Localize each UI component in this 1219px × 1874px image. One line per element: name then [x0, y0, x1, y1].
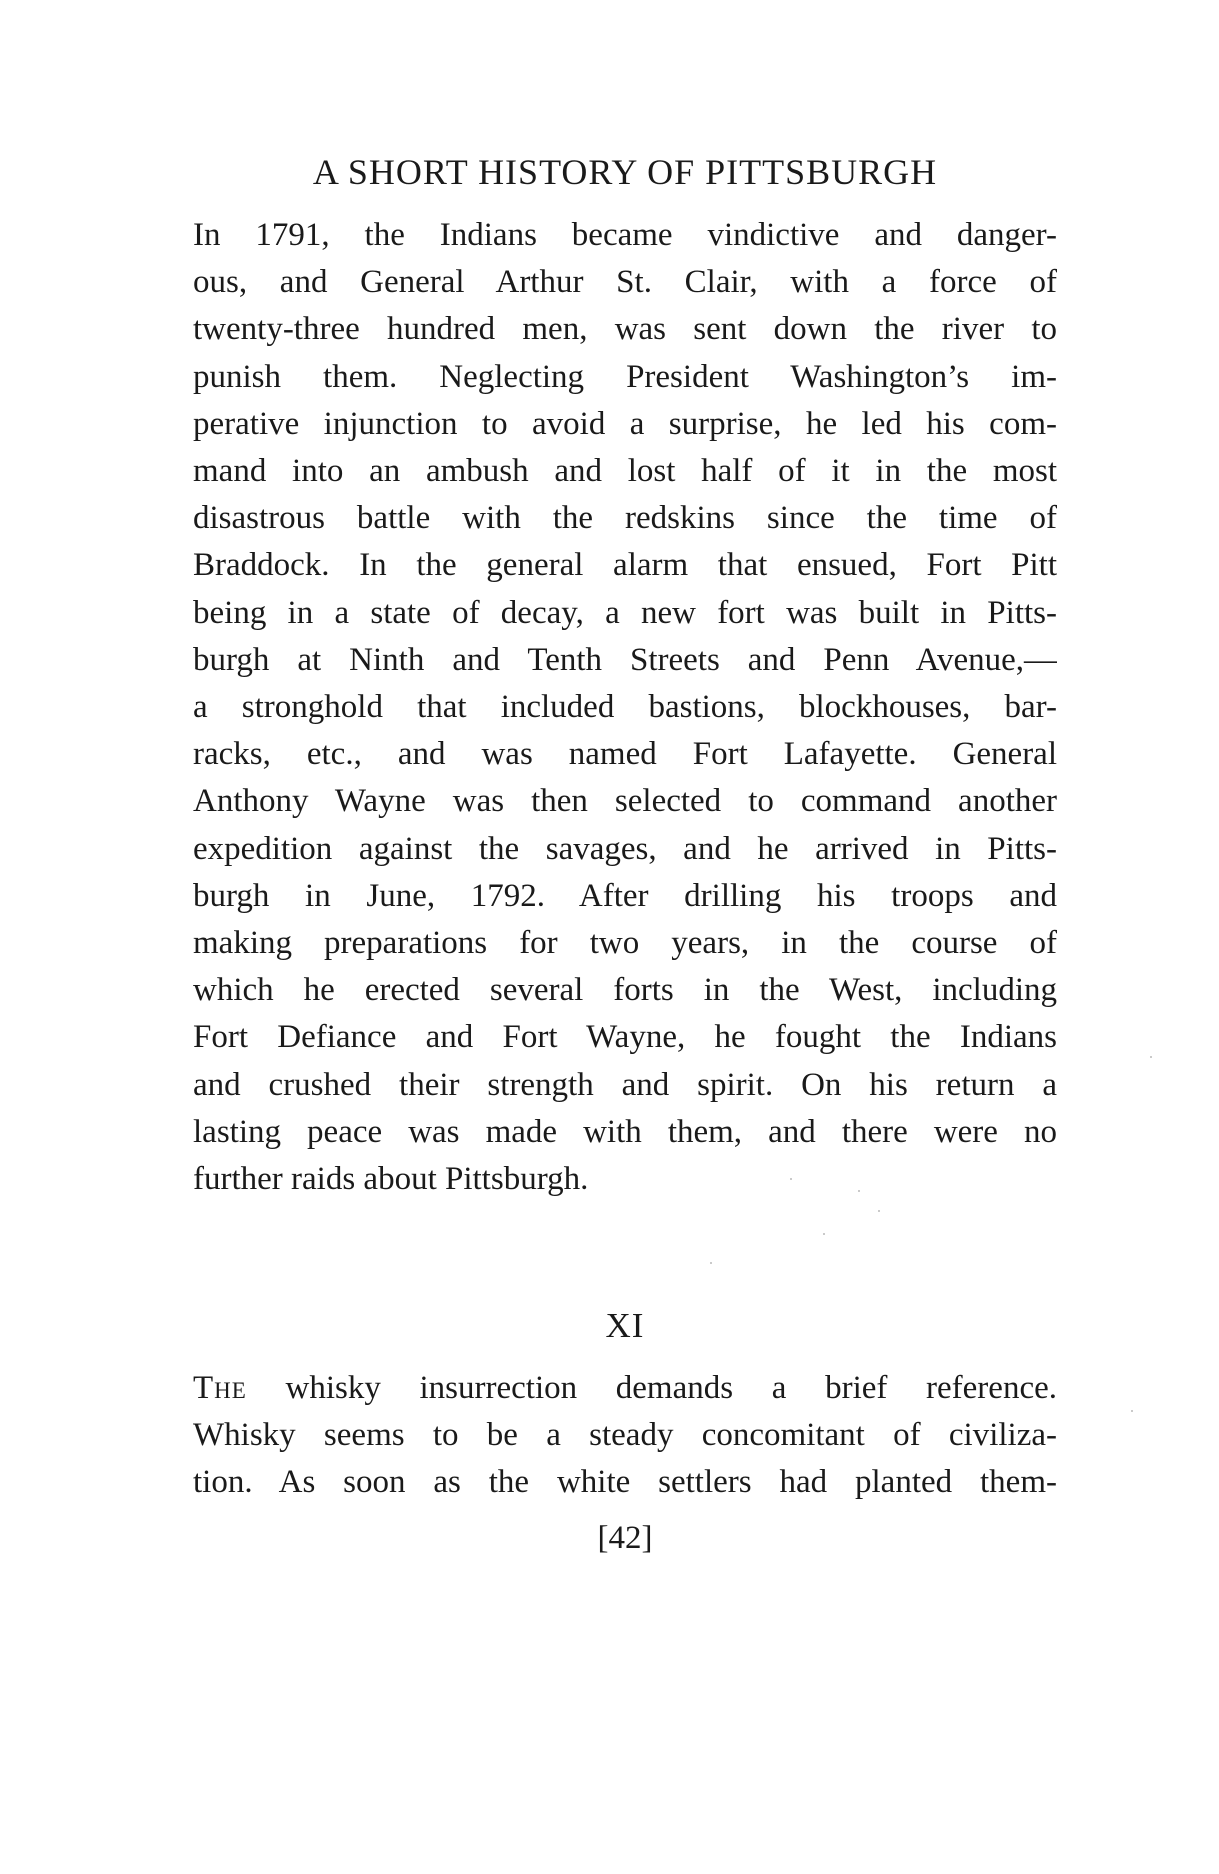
paragraph-2-lead-word: The	[193, 1370, 247, 1406]
paragraph-1-line: making preparations for two years, in the course of	[193, 925, 1057, 962]
paragraph-1-line: punish them. Neglecting President Washington’s im-	[193, 358, 1057, 395]
running-head: A SHORT HISTORY OF PITTSBURGH	[312, 152, 938, 192]
paragraph-1	[193, 212, 1057, 1203]
paper-speck	[878, 1210, 880, 1212]
paper-speck	[858, 1190, 860, 1192]
paragraph-1-line: lasting peace was made with them, and there were no	[193, 1113, 1057, 1150]
paragraph-1-line: Anthony Wayne was then selected to command another	[193, 783, 1057, 820]
paper-speck	[790, 1178, 792, 1180]
paragraph-1-line: burgh in June, 1792. After drilling his troops and	[193, 877, 1057, 914]
paper-speck	[823, 1233, 825, 1235]
paragraph-1-line: Fort Defiance and Fort Wayne, he fought the Indians	[193, 1019, 1057, 1056]
paragraph-2-line: tion. As soon as the white settlers had planted them-	[193, 1464, 1057, 1501]
paragraph-1-line: racks, etc., and was named Fort Lafayette. General	[193, 736, 1057, 773]
paragraph-1-line: expedition against the savages, and he arrived in Pitts-	[193, 830, 1057, 867]
paragraph-1-line: and crushed their strength and spirit. On his return a	[193, 1066, 1057, 1103]
paragraph-1-line: In 1791, the Indians became vindictive and danger-	[193, 217, 1057, 253]
paragraph-1-line: a stronghold that included bastions, blockhouses, bar-	[193, 689, 1057, 726]
paragraph-2-first-line-rest: whisky insurrection demands a brief reference.	[246, 1370, 1057, 1406]
paragraph-1-line: burgh at Ninth and Tenth Streets and Penn Avenue,—	[193, 641, 1057, 678]
paragraph-2-first-line	[193, 1365, 1057, 1412]
paragraph-1-line: which he erected several forts in the West, including	[193, 972, 1057, 1009]
paper-speck	[710, 1262, 712, 1264]
paragraph-1-line: perative injunction to avoid a surprise, he led his com-	[193, 405, 1057, 442]
paragraph-1-line: Braddock. In the general alarm that ensued, Fort Pitt	[193, 547, 1057, 584]
paragraph-1-line: being in a state of decay, a new fort was built in Pitts-	[193, 594, 1057, 631]
paragraph-1-line: disastrous battle with the redskins since the time of	[193, 500, 1057, 537]
paper-speck	[1150, 1056, 1152, 1058]
paragraph-2	[193, 1365, 1057, 1507]
paragraph-2-line: Whisky seems to be a steady concomitant of civiliza-	[193, 1417, 1057, 1454]
paragraph-1-line: twenty-three hundred men, was sent down the river to	[193, 311, 1057, 348]
paper-speck	[1131, 1410, 1133, 1412]
chapter-heading: XI	[605, 1306, 645, 1345]
page-number: [42]	[597, 1520, 653, 1556]
paragraph-1-line: further raids about Pittsburgh.	[193, 1161, 589, 1198]
paragraph-1-line: ous, and General Arthur St. Clair, with a force of	[193, 264, 1057, 301]
paragraph-1-line: mand into an ambush and lost half of it in the most	[193, 453, 1057, 490]
